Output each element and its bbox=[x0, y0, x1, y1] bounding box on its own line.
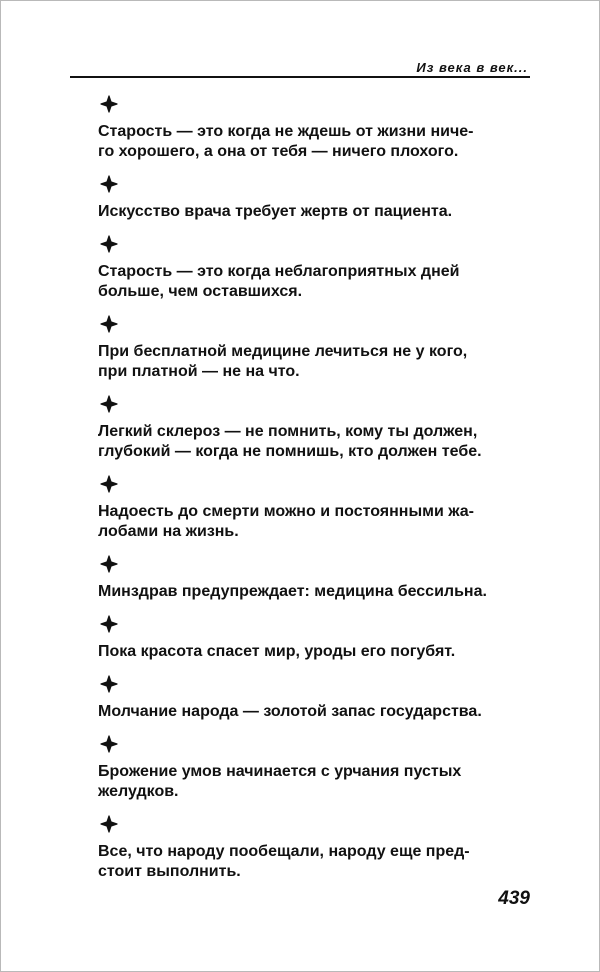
running-header bbox=[70, 58, 530, 78]
aphorism-text: Надоесть до смерти можно и постоянными жа- лобами на жизнь. bbox=[98, 503, 474, 540]
aphorism-entry bbox=[98, 315, 530, 382]
aphorism-entry bbox=[98, 95, 530, 162]
aphorism-text: Молчание народа — золотой запас государства. bbox=[98, 703, 482, 720]
aphorism-text: Старость — это когда неблагоприятных дней больше, чем оставшихся. bbox=[98, 263, 460, 300]
aphorism-entry bbox=[98, 675, 530, 722]
four-point-star-icon bbox=[100, 395, 118, 413]
aphorism-entry bbox=[98, 555, 530, 602]
page-number: 439 bbox=[498, 888, 530, 909]
aphorism-text: Искусство врача требует жертв от пациента. bbox=[98, 203, 453, 220]
four-point-star-icon bbox=[100, 175, 118, 193]
aphorism-entry bbox=[98, 735, 530, 802]
aphorism-text: Старость — это когда не ждешь от жизни ниче- го хорошего, а она от тебя — ничего плохого. bbox=[98, 123, 474, 160]
aphorism-text: Брожение умов начинается с урчания пустых желудков. bbox=[98, 763, 462, 800]
four-point-star-icon bbox=[100, 675, 118, 693]
four-point-star-icon bbox=[100, 95, 118, 113]
four-point-star-icon bbox=[100, 735, 118, 753]
four-point-star-icon bbox=[100, 555, 118, 573]
aphorism-text: Все, что народу пообещали, народу еще пред- стоит выполнить. bbox=[98, 843, 470, 880]
running-title: Из века в век... bbox=[416, 60, 528, 75]
aphorism-entry bbox=[98, 235, 530, 302]
aphorism-text: Пока красота спасет мир, уроды его погубят. bbox=[98, 643, 456, 660]
aphorism-entry bbox=[98, 815, 530, 882]
four-point-star-icon bbox=[100, 235, 118, 253]
four-point-star-icon bbox=[100, 815, 118, 833]
aphorism-entry bbox=[98, 175, 530, 222]
aphorism-text: При бесплатной медицине лечиться не у кого, при платной — не на что. bbox=[98, 343, 468, 380]
aphorism-entry bbox=[98, 475, 530, 542]
four-point-star-icon bbox=[100, 475, 118, 493]
aphorism-entry bbox=[98, 615, 530, 662]
aphorism-list bbox=[98, 95, 530, 895]
four-point-star-icon bbox=[100, 315, 118, 333]
aphorism-text: Минздрав предупреждает: медицина бессильна. bbox=[98, 583, 487, 600]
four-point-star-icon bbox=[100, 615, 118, 633]
aphorism-text: Легкий склероз — не помнить, кому ты должен, глубокий — когда не помнишь, кто должен тебе. bbox=[98, 423, 482, 460]
aphorism-entry bbox=[98, 395, 530, 462]
